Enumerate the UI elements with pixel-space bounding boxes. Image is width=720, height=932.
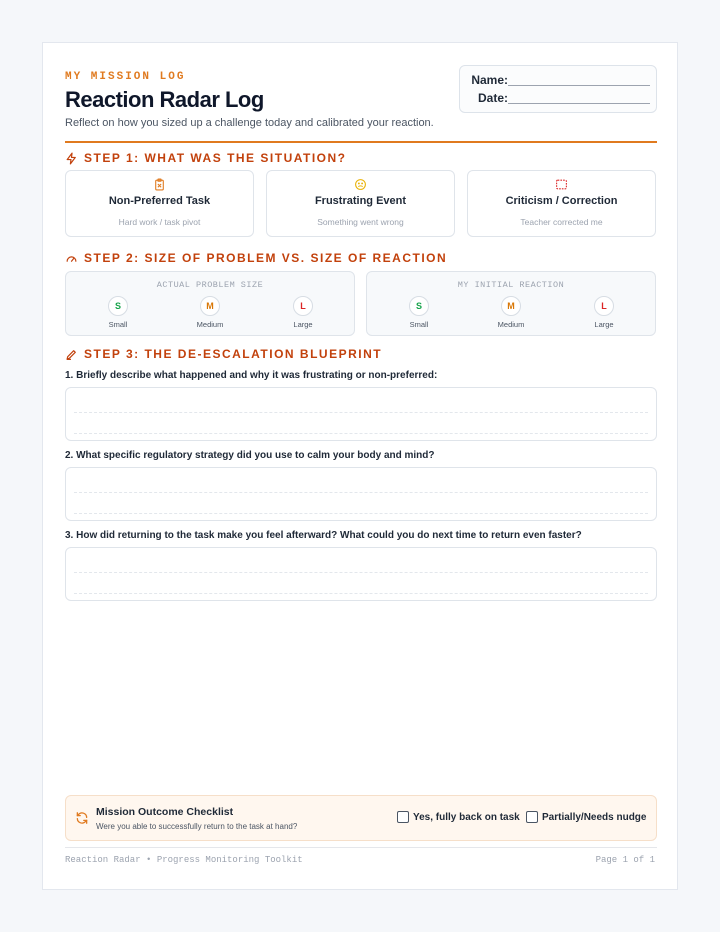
situation-card-frustrating[interactable] (266, 170, 455, 237)
date-field[interactable] (508, 103, 650, 104)
answer-box-1[interactable] (65, 387, 657, 441)
writing-line (74, 412, 648, 413)
reaction-option-large[interactable] (574, 296, 634, 329)
option-letter: M (200, 296, 220, 316)
checkbox-fully-back[interactable] (397, 811, 520, 823)
step3-heading (65, 347, 382, 361)
reaction-option-medium[interactable] (481, 296, 541, 329)
footer-page-number: Page 1 of 1 (595, 855, 655, 865)
question-2: 2. What specific regulatory strategy did you use to calm your body and mind? (65, 450, 435, 461)
step1-heading (65, 151, 347, 165)
date-row (468, 91, 508, 105)
outcome-subtitle: Were you able to successfully return to the task at hand? (96, 822, 298, 831)
option-label: Medium (196, 320, 224, 329)
option-label: Large (293, 320, 313, 329)
panel-heading: MY INITIAL REACTION (457, 280, 565, 290)
question-3: 3. How did returning to the task make you feel afterward? What could you do next time to return even faster? (65, 530, 582, 541)
card-subtitle: Teacher corrected me (520, 217, 603, 227)
writing-line (74, 572, 648, 573)
checkbox-label: Yes, fully back on task (413, 811, 520, 823)
step2-heading-text: STEP 2: SIZE OF PROBLEM VS. SIZE OF REACTION (84, 251, 448, 265)
option-label: Large (594, 320, 614, 329)
gauge-icon (65, 252, 78, 265)
card-subtitle: Something went wrong (317, 217, 404, 227)
situation-card-non-preferred[interactable] (65, 170, 254, 237)
writing-line (74, 593, 648, 594)
name-row (468, 73, 508, 87)
option-label: Small (409, 320, 429, 329)
footer-divider (65, 847, 657, 848)
page-subtitle: Reflect on how you sized up a challenge today and calibrated your reaction. (65, 117, 434, 129)
checkbox[interactable] (526, 811, 538, 823)
checkbox[interactable] (397, 811, 409, 823)
step2-heading (65, 251, 447, 265)
option-letter: S (409, 296, 429, 316)
page-title: Reaction Radar Log (65, 87, 264, 112)
option-letter: L (594, 296, 614, 316)
option-label: Small (108, 320, 128, 329)
date-label: Date: (477, 91, 508, 105)
problem-option-medium[interactable] (180, 296, 240, 329)
name-date-box (459, 65, 657, 113)
reaction-size-panel (366, 271, 656, 336)
refresh-icon (75, 811, 89, 825)
lightning-icon (65, 152, 78, 165)
option-label: Medium (497, 320, 525, 329)
name-label: Name: (471, 73, 508, 87)
step3-heading-text: STEP 3: THE DE-ESCALATION BLUEPRINT (84, 347, 383, 361)
checkbox-label: Partially/Needs nudge (542, 811, 647, 823)
card-title: Non-Preferred Task (108, 195, 211, 207)
checkbox-partially[interactable] (526, 811, 646, 823)
reaction-option-small[interactable] (389, 296, 449, 329)
situation-card-criticism[interactable] (467, 170, 656, 237)
outcome-title: Mission Outcome Checklist (96, 806, 234, 818)
problem-option-small[interactable] (88, 296, 148, 329)
option-letter: S (108, 296, 128, 316)
name-field[interactable] (508, 85, 650, 86)
question-1: 1. Briefly describe what happened and why it was frustrating or non-preferred: (65, 370, 438, 381)
frown-face-icon (354, 178, 367, 191)
writing-line (74, 513, 648, 514)
step1-heading-text: STEP 1: WHAT WAS THE SITUATION? (84, 151, 347, 165)
panel-heading: ACTUAL PROBLEM SIZE (156, 280, 264, 290)
option-letter: L (293, 296, 313, 316)
clipboard-icon (153, 178, 166, 191)
footer-left: Reaction Radar • Progress Monitoring Toolkit (65, 855, 303, 865)
card-title: Frustrating Event (314, 195, 407, 207)
mission-outcome-checklist (65, 795, 657, 841)
card-title: Criticism / Correction (505, 195, 618, 207)
header-divider (65, 141, 657, 143)
option-letter: M (501, 296, 521, 316)
eyebrow-label: MY MISSION LOG (65, 71, 186, 83)
worksheet-page (42, 42, 678, 890)
problem-size-panel (65, 271, 355, 336)
pencil-icon (65, 348, 78, 361)
problem-option-large[interactable] (273, 296, 333, 329)
answer-box-2[interactable] (65, 467, 657, 521)
writing-line (74, 433, 648, 434)
card-subtitle: Hard work / task pivot (118, 217, 201, 227)
writing-line (74, 492, 648, 493)
answer-box-3[interactable] (65, 547, 657, 601)
dashed-box-icon (555, 178, 568, 191)
